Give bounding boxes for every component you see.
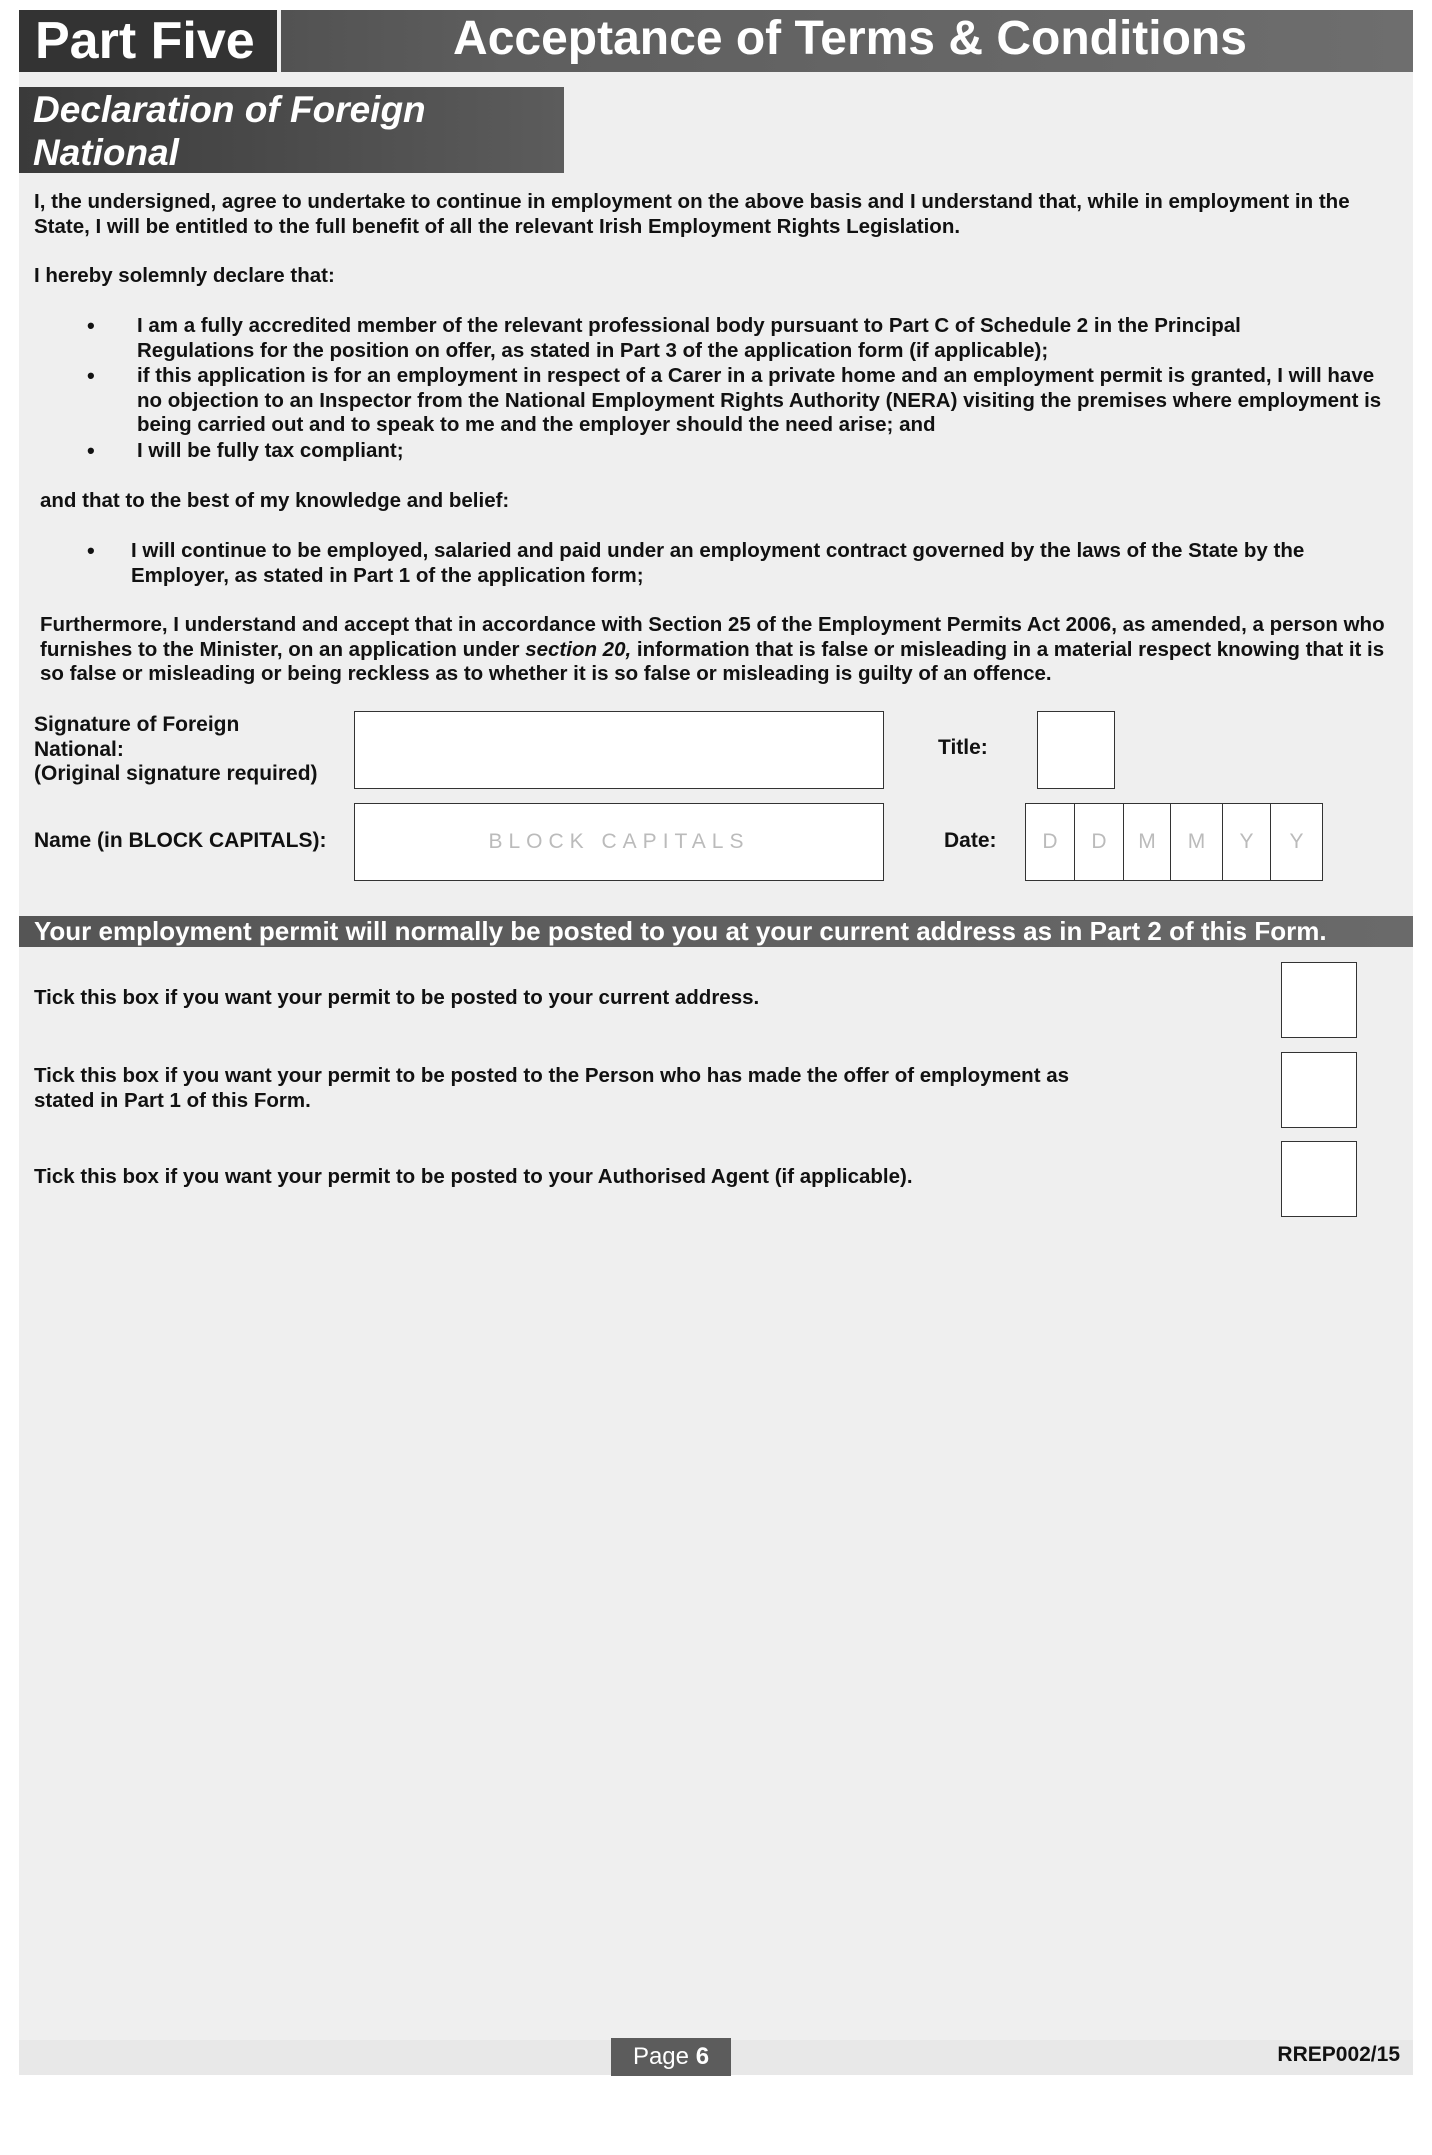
bullet-marker: • bbox=[87, 313, 95, 338]
title-label: Title: bbox=[938, 736, 988, 759]
date-label: Date: bbox=[944, 829, 997, 852]
intro-paragraph: I, the undersigned, agree to undertake to continue in employment on the above basis and I understand that, while in employment in the State, I will be entitled to the full benefit of all the relevant Irish Employment Rights Legislation. bbox=[34, 190, 1350, 238]
signature-label-line: Signature of Foreign bbox=[34, 713, 240, 736]
belief-statement: and that to the best of my knowledge and belief: bbox=[40, 489, 510, 512]
name-label: Name (in BLOCK CAPITALS): bbox=[34, 829, 327, 852]
page-number-value: 6 bbox=[695, 2043, 710, 2070]
title-field[interactable] bbox=[1037, 711, 1115, 789]
date-day-digit-2[interactable]: D bbox=[1074, 803, 1124, 881]
furthermore-paragraph bbox=[40, 613, 1412, 687]
date-month-digit-1[interactable]: M bbox=[1123, 803, 1171, 881]
tick-box-employer[interactable] bbox=[1281, 1052, 1357, 1128]
part-label: Part Five bbox=[19, 10, 277, 72]
signature-label-line: (Original signature required) bbox=[34, 762, 318, 785]
date-year-digit-2[interactable]: Y bbox=[1270, 803, 1323, 881]
declaration-bullet: I will be fully tax compliant; bbox=[137, 439, 404, 462]
form-code: RREP002/15 bbox=[1277, 2043, 1400, 2066]
declaration-bullet: I am a fully accredited member of the relevant professional body pursuant to Part C of Schedule 2 in the Principal Regulations for the position on offer, as stated in Part 3 of the application form (if applicable); bbox=[137, 314, 1241, 362]
section-reference: section 20, bbox=[525, 637, 632, 661]
posting-banner: Your employment permit will normally be posted to you at your current address as in Part 2 of this Form. bbox=[19, 916, 1413, 947]
page-title: Acceptance of Terms & Conditions bbox=[453, 12, 1247, 65]
option-current-address-label: Tick this box if you want your permit to be posted to your current address. bbox=[34, 986, 760, 1009]
name-field[interactable] bbox=[354, 803, 884, 881]
signature-label bbox=[34, 713, 354, 787]
page-word: Page bbox=[632, 2043, 690, 2070]
date-year-digit-1[interactable]: Y bbox=[1222, 803, 1271, 881]
signature-field[interactable] bbox=[354, 711, 884, 789]
furthermore-text: Furthermore, I understand and accept that in accordance with Section 25 of the Employment Permits Act 2006, as amended, a person who furnishes to the Minister, on an application under bbox=[40, 613, 1385, 661]
bullet-marker: • bbox=[87, 438, 95, 463]
name-placeholder: BLOCK CAPITALS bbox=[488, 830, 750, 853]
bullet-marker: • bbox=[87, 538, 95, 563]
furthermore-text-end: information that is false or misleading in a material respect knowing that it is so false or misleading or being reckless as to whether it is so false or misleading is guilty of an offence. bbox=[40, 637, 1385, 685]
tick-box-authorised-agent[interactable] bbox=[1281, 1141, 1357, 1217]
option-employer-label: Tick this box if you want your permit to be posted to the Person who has made the offer of employment as stated in Part 1 of this Form. bbox=[34, 1064, 1070, 1112]
page-number bbox=[611, 2038, 731, 2076]
header-divider bbox=[277, 10, 281, 72]
signature-label-line: National: bbox=[34, 737, 124, 761]
section-title: Declaration of Foreign National bbox=[19, 87, 564, 173]
date-day-digit-1[interactable]: D bbox=[1025, 803, 1075, 881]
belief-bullet: I will continue to be employed, salaried and paid under an employment contract governed by the laws of the State by the Employer, as stated in Part 1 of the application form; bbox=[131, 539, 1305, 587]
option-agent-label: Tick this box if you want your permit to be posted to your Authorised Agent (if applicable). bbox=[34, 1165, 913, 1188]
tick-box-current-address[interactable] bbox=[1281, 962, 1357, 1038]
bullet-marker: • bbox=[87, 363, 95, 388]
date-month-digit-2[interactable]: M bbox=[1170, 803, 1223, 881]
solemn-declaration: I hereby solemnly declare that: bbox=[34, 264, 335, 287]
declaration-bullet: if this application is for an employment in respect of a Carer in a private home and an employment permit is granted, I will have no objection to an Inspector from the National Employment Rights Authority (NERA) visiting the premises where employment is being carried out and to speak to me and the employer should the need arise; and bbox=[137, 364, 1382, 436]
